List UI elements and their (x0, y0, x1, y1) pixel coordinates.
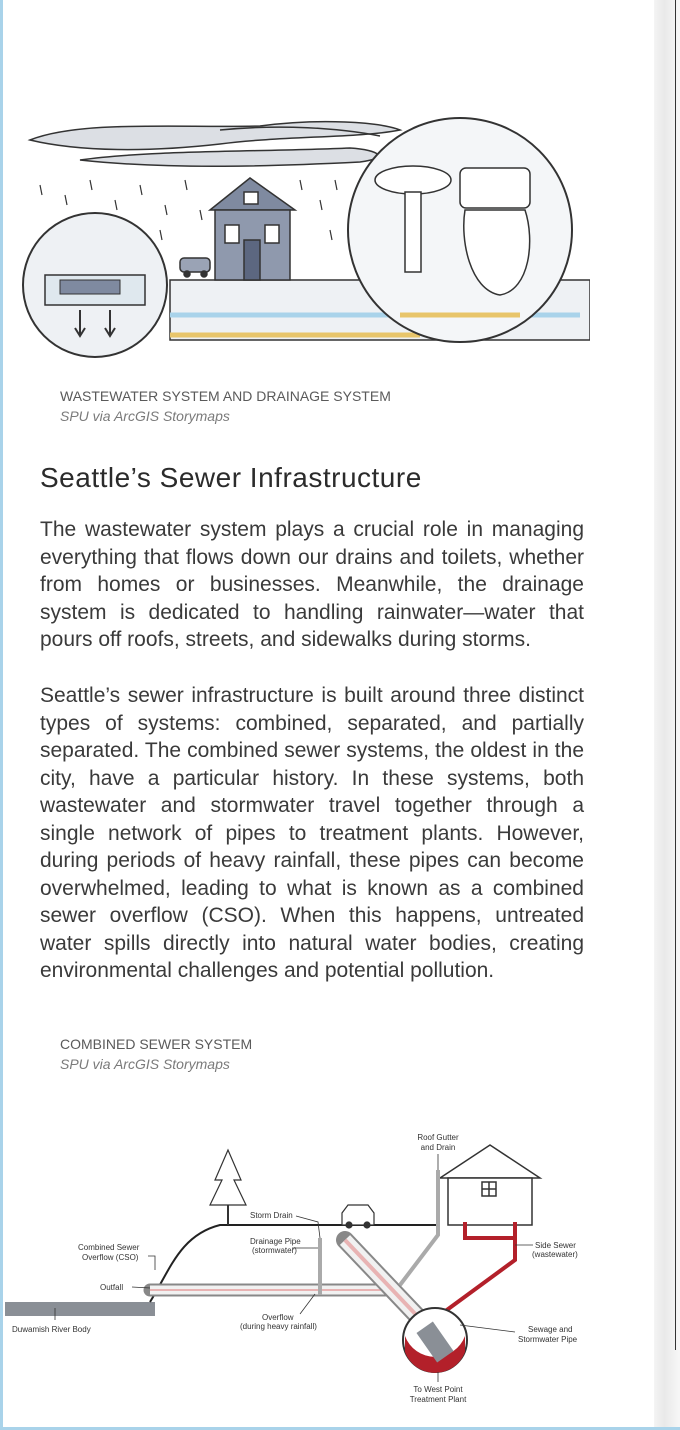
river-body (5, 1302, 155, 1316)
label-river: Duwamish River Body (12, 1325, 91, 1334)
side-sewer-pipe (440, 1222, 515, 1315)
caption-title: WASTEWATER SYSTEM AND DRAINAGE SYSTEM (60, 388, 391, 404)
label-roof-gutter: Roof Gutter (417, 1133, 459, 1142)
house (210, 178, 295, 280)
label-sewage-pipe-2: Stormwater Pipe (518, 1335, 578, 1344)
paragraph-1: The wastewater system plays a crucial role in managing everything that flows down our drains and toilets, whether from homes or businesses. Meanwhile, the drainage system is dedicated to handling rainwater—water that pours off roofs, streets, and sidewalks during storms. (40, 518, 584, 651)
label-roof-gutter-2: and Drain (420, 1143, 456, 1152)
caption-credit: SPU via ArcGIS Storymaps (60, 1056, 230, 1072)
roof-gutter-pipe (400, 1170, 438, 1285)
label-sewage-pipe: Sewage and (528, 1325, 573, 1334)
wastewater-drainage-illustration (20, 100, 590, 370)
label-side-sewer: Side Sewer (535, 1241, 576, 1250)
figure-caption-2 (60, 1034, 252, 1074)
bathroom-closeup (348, 118, 572, 342)
page-spine (654, 0, 680, 1430)
pipe-cross-section (403, 1308, 467, 1373)
label-plant: To West Point (413, 1385, 463, 1394)
label-cso: Combined Sewer (78, 1243, 140, 1252)
combined-sewer-diagram (0, 1110, 610, 1410)
caption-title: COMBINED SEWER SYSTEM (60, 1036, 253, 1052)
caption-credit: SPU via ArcGIS Storymaps (60, 408, 230, 424)
label-overflow: Overflow (262, 1313, 294, 1322)
label-overflow-2: (during heavy rainfall) (240, 1322, 317, 1331)
spine-line (675, 0, 676, 1350)
label-drainage-pipe: Drainage Pipe (250, 1237, 301, 1246)
paragraph-2: Seattle’s sewer infrastructure is built around three distinct types of systems: combined, separated, and partially separated. The combined sewer systems, the oldest in the city, have a particular history. In these systems, both wastewater and stormwater travel together through a single network of pipes to treatment plants. However, during periods of heavy rainfall, these pipes can become overwhelmed, leading to what is known as a combined sewer overflow (CSO). When this happens, untreated water spills directly into natural water bodies, creating environmental challenges and potential pollution. (40, 684, 584, 982)
figure-caption-1 (60, 386, 391, 426)
section-title: Seattle’s Sewer Infrastructure (40, 462, 422, 493)
house (440, 1145, 540, 1225)
label-plant-2: Treatment Plant (409, 1395, 467, 1404)
car (342, 1205, 374, 1228)
label-drainage-pipe-2: (stormwater) (252, 1246, 297, 1255)
label-outfall: Outfall (100, 1283, 124, 1292)
label-storm-drain: Storm Drain (250, 1211, 293, 1220)
storm-clouds (30, 122, 400, 167)
label-cso-2: Overflow (CSO) (82, 1253, 139, 1262)
car (180, 258, 210, 277)
tree (210, 1150, 246, 1225)
storm-drain-closeup (23, 213, 167, 357)
label-side-sewer-2: (wastewater) (532, 1250, 578, 1259)
